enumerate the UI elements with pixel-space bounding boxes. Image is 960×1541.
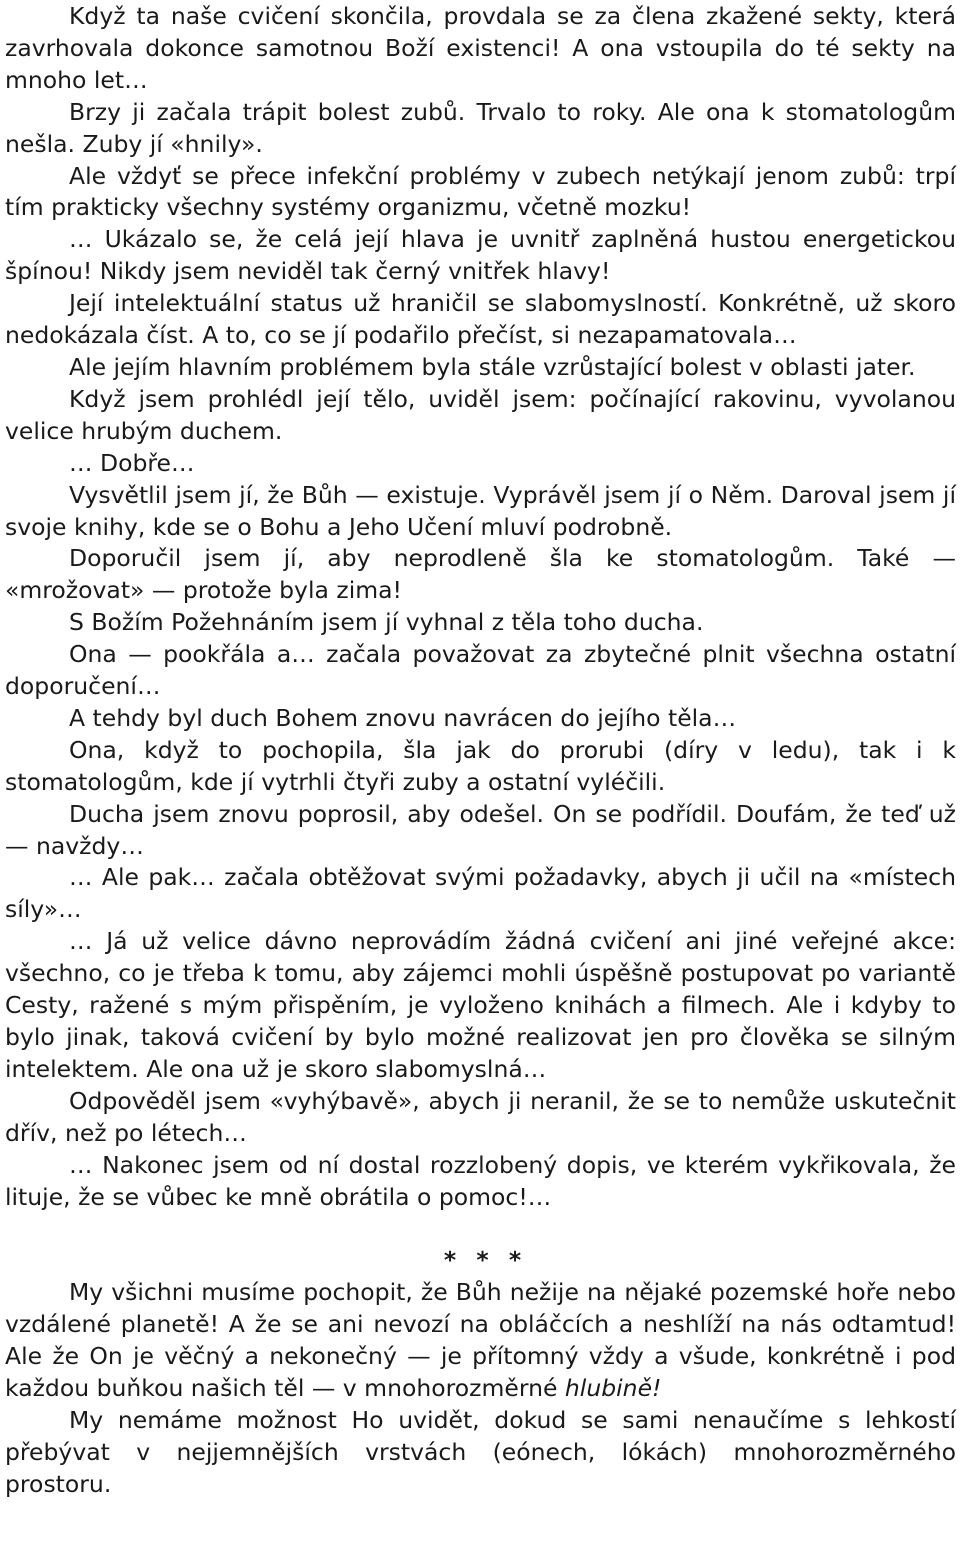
paragraph: Ona — pookřála a… začala považovat za zbytečné plnit všechna ostatní doporučení…	[5, 640, 956, 701]
paragraph: Když ta naše cvičení skončila, provdala se za člena zkažené sekty, která zavrhovala dokonce samotnou Boží existenci! A ona vstoupila do té sekty na mnoho let…	[5, 2, 956, 94]
paragraph: S Božím Požehnáním jsem jí vyhnal z těla toho ducha.	[69, 608, 704, 637]
paragraph: Ale jejím hlavním problémem byla stále vzrůstající bolest v oblasti jater.	[69, 352, 916, 381]
paragraph: Doporučil jsem jí, aby neprodleně šla ke stomatologům. Také — «mrožovat» — protože byla zima!	[5, 544, 956, 605]
paragraph: … Já už velice dávno neprovádím žádná cvičení ani jiné veřejné akce: všechno, co je třeba k tomu, aby zájemci mohli úspěšně postupovat po variantě Cesty, ražené s mým přispěním, je vyloženo knihách a filmech. Ale i kdyby to bylo jinak, taková cvičení by bylo možné realizovat jen pro člověka se silným intelektem. Ale ona už je skoro slabomyslná…	[5, 927, 956, 1083]
paragraph: Když jsem prohlédl její tělo, uviděl jsem: počínající rakovinu, vyvolanou velice hrubým duchem.	[5, 384, 956, 445]
paragraph: A tehdy byl duch Bohem znovu navrácen do jejího těla…	[69, 703, 737, 732]
paragraph: Ale vždyť se přece infekční problémy v zubech netýkají jenom zubů: trpí tím prakticky všechny systémy organizmu, včetně mozku!	[5, 161, 956, 222]
paragraph: … Nakonec jsem od ní dostal rozzlobený dopis, ve kterém vykřikovala, že lituje, že se vůbec ke mně obrátila o pomoc!…	[5, 1150, 956, 1211]
paragraph: Ona, když to pochopila, šla jak do prorubi (díry v ledu), tak i k stomatologům, kde jí vytrhli čtyři zuby a ostatní vyléčili.	[5, 735, 956, 796]
paragraph: Vysvětlil jsem jí, že Bůh — existuje. Vyprávěl jsem jí o Něm. Daroval jsem jí svoje knihy, kde se o Bohu a Jeho Učení mluví podrobně.	[5, 480, 956, 541]
paragraph: … Ale pak… začala obtěžovat svými požadavky, abych ji učil na «místech síly»…	[5, 863, 956, 924]
section-separator: * * *	[443, 1246, 528, 1275]
paragraph: … Dobře…	[69, 448, 195, 477]
paragraph: My všichni musíme pochopit, že Bůh nežije na nějaké pozemské hoře nebo vzdálené planetě! A že se ani nevozí na obláčcích a neshlíží na nás odtamtud! Ale že On je věčný a nekonečný — je přítomný vždy a všude, konkrétně i pod každou buňkou našich těl — v mnohorozměrné hlubině!	[5, 1278, 956, 1403]
paragraph: … Ukázalo se, že celá její hlava je uvnitř zaplněná hustou energetickou špínou! Nikdy jsem neviděl tak černý vnitřek hlavy!	[5, 225, 956, 286]
emphasized-word: hlubině!	[564, 1374, 662, 1403]
document-page	[5, 1, 956, 1501]
paragraph: Ducha jsem znovu poprosil, aby odešel. On se podřídil. Doufám, že teď už — navždy…	[5, 799, 956, 860]
paragraph: Brzy ji začala trápit bolest zubů. Trvalo to roky. Ale ona k stomatologům nešla. Zuby jí «hnily».	[5, 97, 956, 158]
section-gap	[5, 1213, 956, 1245]
paragraph: My nemáme možnost Ho uvidět, dokud se sami nenaučíme s lehkostí přebývat v nejjemnějších vrstvách (eónech, lókách) mnohorozměrného prostoru.	[5, 1406, 956, 1498]
paragraph: Její intelektuální status už hraničil se slabomyslností. Konkrétně, už skoro nedokázala číst. A to, co se jí podařilo přečíst, si nezapamatovala…	[5, 289, 956, 350]
paragraph: Odpověděl jsem «vyhýbavě», abych ji neranil, že se to nemůže uskutečnit dřív, než po létech…	[5, 1086, 956, 1147]
